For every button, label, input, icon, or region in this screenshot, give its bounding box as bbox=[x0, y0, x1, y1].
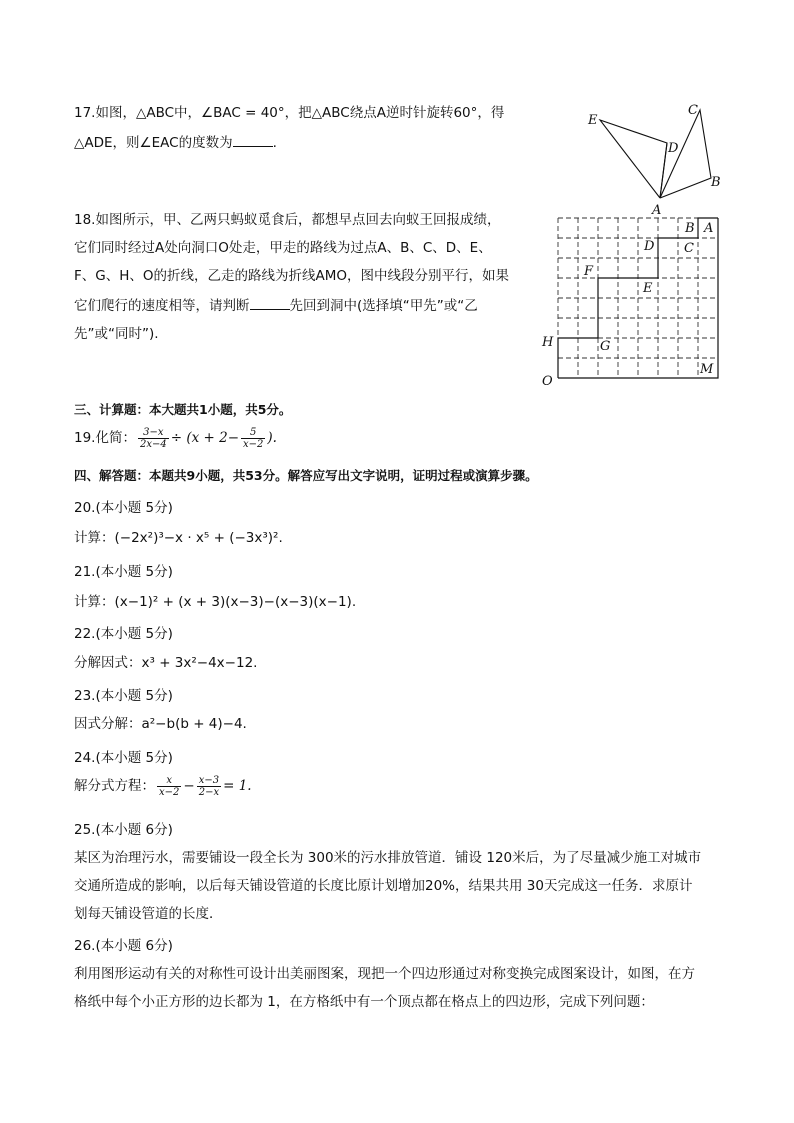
label-G: G bbox=[600, 339, 611, 354]
label-O: O bbox=[542, 374, 553, 388]
q17-line1: 17.如图，△ABC中，∠BAC = 40°，把△ABC绕点A逆时针旋转60°，得 bbox=[74, 105, 505, 121]
label-F: F bbox=[584, 264, 594, 279]
q18-line4: 它们爬行的速度相等，请判断 先回到洞中(选择填“甲先”或“乙 bbox=[74, 298, 478, 314]
label-A: A bbox=[652, 203, 662, 216]
q18-line3: F、G、H、O的折线，乙走的路线为折线AMO，图中线段分别平行，如果 bbox=[74, 268, 510, 284]
answer-blank[interactable] bbox=[233, 146, 273, 147]
q22-body: 分解因式：x³ + 3x²−4x−12. bbox=[74, 655, 258, 671]
label-D: D bbox=[668, 141, 679, 156]
q18-line1: 18.如图所示，甲、乙两只蚂蚁觅食后，都想早点回去向蚁王回报成绩， bbox=[74, 212, 501, 228]
label-A: A bbox=[704, 221, 714, 236]
label-E: E bbox=[643, 281, 653, 296]
q26-line2: 格纸中每个小正方形的边长都为 1，在方格纸中有一个顶点都在格点上的四边形，完成下列问题： bbox=[74, 994, 654, 1010]
figure-q17-triangles bbox=[580, 98, 730, 216]
section-4-title: 四、解答题：本题共9小题，共53分。解答应写出文字说明，证明过程或演算步骤。 bbox=[74, 468, 538, 483]
q25-line2: 交通所造成的影响，以后每天铺设管道的长度比原计划增加20%，结果共用 30天完成这一任务．求原计 bbox=[74, 878, 693, 894]
q23-body: 因式分解：a²−b(b + 4)−4. bbox=[74, 716, 247, 732]
q17-line2: △ADE，则∠EAC的度数为 . bbox=[74, 135, 277, 151]
q23-head: 23.(本小题 5分) bbox=[74, 688, 173, 704]
q18-line5: 先”或“同时”). bbox=[74, 326, 159, 342]
answer-blank[interactable] bbox=[250, 309, 290, 310]
q25-head: 25.(本小题 6分) bbox=[74, 822, 173, 838]
figure-q18-grid bbox=[538, 210, 728, 388]
q24-head: 24.(本小题 5分) bbox=[74, 750, 173, 766]
q20-head: 20.(本小题 5分) bbox=[74, 500, 173, 516]
label-D: D bbox=[644, 239, 655, 254]
label-C: C bbox=[684, 241, 694, 256]
q20-body: 计算：(−2x²)³−x · x⁵ + (−3x³)². bbox=[74, 530, 283, 546]
section-3-title: 三、计算题：本大题共1小题，共5分。 bbox=[74, 402, 292, 417]
q22-head: 22.(本小题 5分) bbox=[74, 626, 173, 642]
q26-line1: 利用图形运动有关的对称性可设计出美丽图案，现把一个四边形通过对称变换完成图案设计，如图，在方 bbox=[74, 966, 695, 982]
q25-line3: 划每天铺设管道的长度． bbox=[74, 906, 223, 922]
q26-head: 26.(本小题 6分) bbox=[74, 938, 173, 954]
q19: 19.化简： $\frac{3-x}{2x-4}$ ÷ (x + 2− $\frac{5}{x-2}$ ). bbox=[74, 426, 277, 450]
label-H: H bbox=[542, 335, 554, 350]
q24-body: 解分式方程： $\frac{x}{x-2}$ − $\frac{x-3}{2-x}$ = 1. bbox=[74, 774, 252, 798]
q21-body: 计算：(x−1)² + (x + 3)(x−3)−(x−3)(x−1). bbox=[74, 594, 357, 610]
q18-line2: 它们同时经过A处向洞口O处走，甲走的路线为过点A、B、C、D、E、 bbox=[74, 240, 492, 256]
label-B: B bbox=[685, 221, 695, 236]
q25-line1: 某区为治理污水，需要铺设一段全长为 300米的污水排放管道．铺设 120米后，为了尽量减少施工对城市 bbox=[74, 850, 702, 866]
label-C: C bbox=[688, 103, 698, 118]
label-E: E bbox=[588, 113, 598, 128]
label-B: B bbox=[711, 175, 721, 190]
q21-head: 21.(本小题 5分) bbox=[74, 564, 173, 580]
label-M: M bbox=[700, 362, 714, 377]
